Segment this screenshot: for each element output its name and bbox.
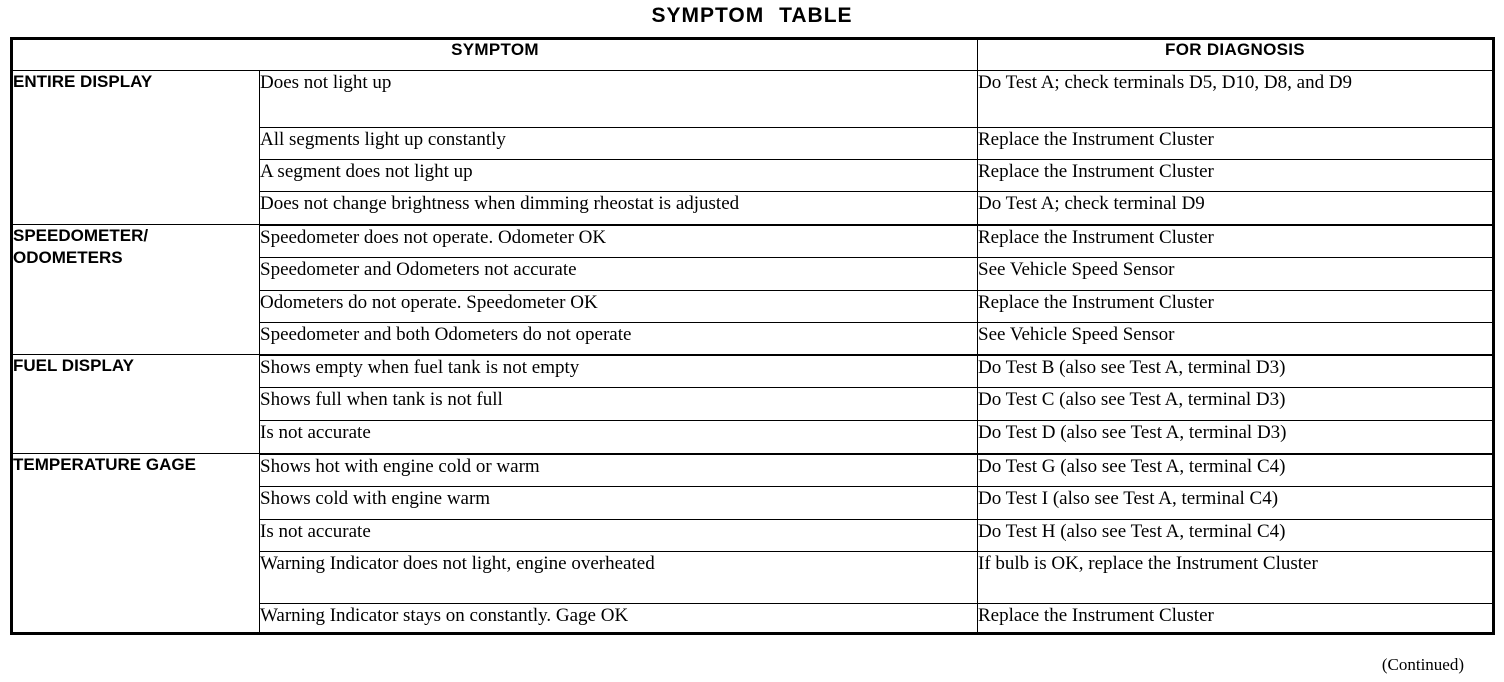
category-speedometer-odometers: SPEEDOMETER/ ODOMETERS <box>12 225 260 355</box>
symptom-cell: Shows cold with engine warm <box>260 487 978 520</box>
symptom-cell: Shows empty when fuel tank is not empty <box>260 355 978 388</box>
symptom-cell: Odometers do not operate. Speedometer OK <box>260 291 978 323</box>
symptom-table <box>10 37 1495 635</box>
diagnosis-cell: If bulb is OK, replace the Instrument Cluster <box>978 552 1494 604</box>
diagnosis-cell: See Vehicle Speed Sensor <box>978 258 1494 291</box>
symptom-cell: Does not change brightness when dimming rheostat is adjusted <box>260 192 978 225</box>
table-row <box>12 355 1494 388</box>
symptom-cell: Is not accurate <box>260 421 978 454</box>
diagnosis-cell: Replace the Instrument Cluster <box>978 128 1494 160</box>
category-fuel-display: FUEL DISPLAY <box>12 355 260 454</box>
table-row <box>12 71 1494 128</box>
diagnosis-cell: Do Test G (also see Test A, terminal C4) <box>978 454 1494 487</box>
symptom-cell: Speedometer does not operate. Odometer OK <box>260 225 978 258</box>
symptom-cell: A segment does not light up <box>260 160 978 192</box>
symptom-cell: Shows hot with engine cold or warm <box>260 454 978 487</box>
diagnosis-cell: Do Test B (also see Test A, terminal D3) <box>978 355 1494 388</box>
table-row <box>12 225 1494 258</box>
diagnosis-cell: Do Test I (also see Test A, terminal C4) <box>978 487 1494 520</box>
symptom-column-header: SYMPTOM <box>12 39 978 71</box>
continued-note: (Continued) <box>1381 655 1464 674</box>
symptom-cell: Is not accurate <box>260 520 978 552</box>
diagnosis-column-header: FOR DIAGNOSIS <box>978 39 1494 71</box>
diagnosis-cell: Replace the Instrument Cluster <box>978 291 1494 323</box>
diagnosis-cell: Do Test A; check terminal D9 <box>978 192 1494 225</box>
symptom-cell: All segments light up constantly <box>260 128 978 160</box>
diagnosis-cell: Replace the Instrument Cluster <box>978 604 1494 634</box>
diagnosis-cell: Do Test H (also see Test A, terminal C4) <box>978 520 1494 552</box>
table-row <box>12 454 1494 487</box>
symptom-cell: Speedometer and Odometers not accurate <box>260 258 978 291</box>
symptom-cell: Speedometer and both Odometers do not operate <box>260 323 978 355</box>
category-entire-display: ENTIRE DISPLAY <box>12 71 260 225</box>
symptom-cell: Warning Indicator does not light, engine overheated <box>260 552 978 604</box>
diagnosis-cell: Replace the Instrument Cluster <box>978 225 1494 258</box>
diagnosis-cell: Do Test D (also see Test A, terminal D3) <box>978 421 1494 454</box>
diagnosis-cell: See Vehicle Speed Sensor <box>978 323 1494 355</box>
symptom-cell: Does not light up <box>260 71 978 128</box>
header-row <box>12 39 1494 71</box>
diagnosis-cell: Do Test A; check terminals D5, D10, D8, and D9 <box>978 71 1494 128</box>
diagnosis-cell: Do Test C (also see Test A, terminal D3) <box>978 388 1494 421</box>
category-temperature-gage: TEMPERATURE GAGE <box>12 454 260 634</box>
diagnosis-cell: Replace the Instrument Cluster <box>978 160 1494 192</box>
symptom-cell: Shows full when tank is not full <box>260 388 978 421</box>
symptom-cell: Warning Indicator stays on constantly. Gage OK <box>260 604 978 634</box>
page-title: SYMPTOM TABLE <box>651 4 853 27</box>
